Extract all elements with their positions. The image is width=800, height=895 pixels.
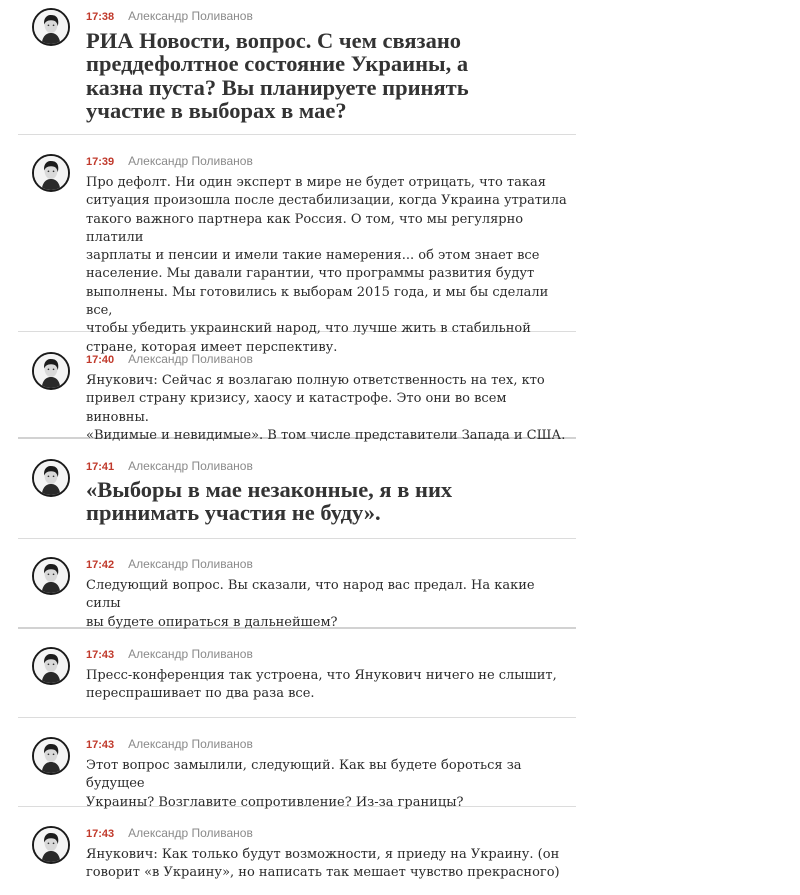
feed-entry bbox=[18, 332, 576, 443]
text-line: выполнены. Мы готовились к выборам 2015 года, и мы бы сделали все, bbox=[86, 284, 549, 319]
entry-author[interactable]: Александр Поливанов bbox=[128, 557, 253, 571]
author-avatar[interactable] bbox=[32, 8, 70, 46]
text-line: такого важного партнера как Россия. О том, что мы регулярно платили bbox=[86, 211, 524, 245]
entry-text bbox=[86, 846, 570, 883]
text-line: население. Мы давали гарантии, что программы развития будут bbox=[86, 266, 535, 282]
entry-text bbox=[86, 577, 570, 632]
entry-time: 17:38 bbox=[86, 11, 115, 23]
text-line: «Видимые и невидимые». В том числе представители Запада и США. bbox=[86, 427, 566, 443]
text-line: преддефолтное состояние Украины, а bbox=[86, 51, 469, 77]
entry-author[interactable]: Александр Поливанов bbox=[128, 459, 253, 473]
entry-text bbox=[86, 478, 576, 525]
feed-entry bbox=[18, 629, 576, 718]
text-line: Про дефолт. Ни один эксперт в мире не будет отрицать, что такая bbox=[86, 175, 546, 190]
text-line: РИА Новости, вопрос. С чем связано bbox=[86, 28, 462, 53]
entry-time: 17:40 bbox=[86, 354, 115, 366]
text-line: участие в выборах в мае? bbox=[86, 97, 347, 123]
entry-time: 17:43 bbox=[86, 739, 115, 751]
entry-author[interactable]: Александр Поливанов bbox=[128, 154, 253, 168]
text-line: Янукович: Как только будут возможности, я приеду на Украину. (он bbox=[86, 847, 560, 862]
author-avatar[interactable] bbox=[32, 154, 70, 192]
text-line: вы будете опираться в дальнейшем? bbox=[86, 614, 338, 630]
author-avatar[interactable] bbox=[32, 826, 70, 864]
live-feed bbox=[18, 0, 576, 895]
entry-time: 17:39 bbox=[86, 156, 115, 168]
author-avatar[interactable] bbox=[32, 647, 70, 685]
entry-time: 17:43 bbox=[86, 828, 115, 840]
feed-entry bbox=[18, 439, 576, 539]
author-avatar[interactable] bbox=[32, 737, 70, 775]
text-line: ситуация произошла после дестабилизации, когда Украина утратила bbox=[86, 193, 567, 209]
text-line: стране, которая имеет перспективу. bbox=[86, 339, 338, 355]
entry-author[interactable]: Александр Поливанов bbox=[128, 352, 253, 366]
entry-text bbox=[86, 667, 570, 704]
text-line: говорит «в Украину», но написать так мешает чувство прекрасного) bbox=[86, 865, 560, 881]
feed-entry bbox=[18, 807, 576, 895]
entry-time: 17:42 bbox=[86, 559, 115, 571]
text-line: «Выборы в мае незаконные, я в них bbox=[86, 477, 453, 502]
entry-author[interactable]: Александр Поливанов bbox=[128, 737, 253, 751]
entry-time: 17:43 bbox=[86, 649, 115, 661]
text-line: Следующий вопрос. Вы сказали, что народ вас предал. На какие силы bbox=[86, 578, 535, 612]
author-avatar[interactable] bbox=[32, 557, 70, 595]
entry-author[interactable]: Александр Поливанов bbox=[128, 826, 253, 840]
text-line: Украины? Возглавите сопротивление? Из-за границы? bbox=[86, 794, 464, 810]
text-line: чтобы убедить украинский народ, что лучше жить в стабильной bbox=[86, 321, 531, 337]
entry-author[interactable]: Александр Поливанов bbox=[128, 9, 253, 23]
text-line: принимать участия не буду». bbox=[86, 500, 381, 526]
entry-text bbox=[86, 29, 576, 122]
entry-time: 17:41 bbox=[86, 461, 115, 473]
entry-text bbox=[86, 757, 570, 812]
text-line: привел страну кризису, хаосу и катастрофе. Это они во всем виновны. bbox=[86, 391, 507, 425]
entry-text bbox=[86, 174, 570, 357]
text-line: казна пуста? Вы планируете принять bbox=[86, 74, 469, 100]
author-avatar[interactable] bbox=[32, 352, 70, 390]
feed-entry bbox=[18, 0, 576, 135]
feed-entry bbox=[18, 135, 576, 355]
text-line: Этот вопрос замылили, следующий. Как вы будете бороться за будущее bbox=[86, 758, 522, 792]
feed-entry bbox=[18, 539, 576, 629]
feed-entry bbox=[18, 718, 576, 810]
text-line: Янукович: Сейчас я возлагаю полную ответственность на тех, кто bbox=[86, 373, 545, 388]
entry-text bbox=[86, 372, 570, 445]
text-line: Пресс-конференция так устроена, что Янукович ничего не слышит, bbox=[86, 668, 557, 683]
author-avatar[interactable] bbox=[32, 459, 70, 497]
entry-author[interactable]: Александр Поливанов bbox=[128, 647, 253, 661]
text-line: зарплаты и пенсии и имели такие намерения... об этом знает все bbox=[86, 248, 540, 264]
text-line: переспрашивает по два раза все. bbox=[86, 686, 315, 702]
